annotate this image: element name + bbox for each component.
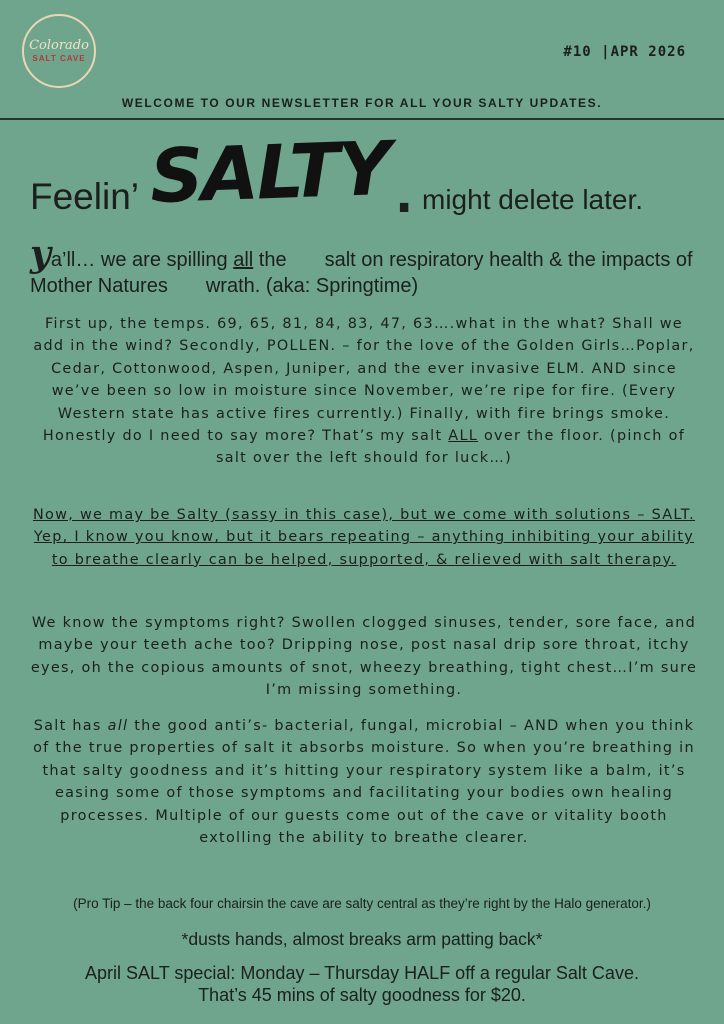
dusts-hands-line: *dusts hands, almost breaks arm patting back* bbox=[181, 929, 543, 949]
issue-label: #10 |APR 2026 bbox=[563, 44, 686, 60]
headline-salty: SALTY bbox=[148, 125, 391, 221]
solutions-paragraph: Now, we may be Salty (sassy in this case), but we come with solutions – SALT. Yep, I know you know, but it bears repeating – anything inhibiting your ability to breathe clearly can be helped, supported, & relieved with salt therapy. bbox=[32, 507, 696, 568]
tagline-part3: salt on respiratory health & the impacts of Mother Natures bbox=[30, 249, 693, 297]
salt-text-b: the good anti’s- bacterial, fungal, microbial – AND when you think of the true properties of salt it absorbs moisture. So when you’re breathing in that salty goodness and it’s hitting your respiratory system like a balm, it’s easing some of those symptoms and facilitating your bodies own healing processes. Multiple of our guests come out of the cave or vitality booth extolling the ability to breathe clearer. bbox=[33, 718, 695, 847]
tagline-part2: the bbox=[253, 249, 287, 271]
salt-all-emphasis: all bbox=[107, 718, 129, 734]
salt-properties-paragraph bbox=[28, 715, 700, 849]
april-special bbox=[0, 962, 724, 1006]
special-line-1: April SALT special: Monday – Thursday HALF off a regular Salt Cave. bbox=[85, 963, 639, 983]
salt-text-a: Salt has bbox=[33, 718, 108, 734]
logo bbox=[22, 14, 96, 88]
pro-tip: (Pro Tip – the back four chairsin the cave are salty central as they’re right by the Halo generator.) bbox=[73, 896, 651, 911]
headline-left: Feelin’ bbox=[30, 176, 139, 217]
headline bbox=[0, 125, 724, 240]
temps-text-b: over the floor. (pinch of salt over the left should for luck…) bbox=[215, 428, 686, 467]
temps-all-emphasis: ALL bbox=[448, 428, 479, 445]
welcome-banner: WELCOME TO OUR NEWSLETTER FOR ALL YOUR SALTY UPDATES. bbox=[121, 96, 603, 110]
tagline bbox=[30, 233, 704, 299]
temps-paragraph bbox=[28, 313, 700, 470]
tagline-part4: wrath. (aka: Springtime) bbox=[205, 275, 419, 297]
logo-sub-text: SALT CAVE bbox=[32, 54, 86, 63]
symptoms-paragraph: We know the symptoms right? Swollen clogged sinuses, tender, sore face, and maybe your teeth ache too? Dripping nose, post nasal drip sore throat, itchy eyes, oh the copious amounts of snot, wheezy breathing, tight chest…I’m sure I’m missing something. bbox=[30, 615, 698, 699]
temps-text-a: First up, the temps. 69, 65, 81, 84, 83, 47, 63….what in the what? Shall we add in the wind? Secondly, POLLEN. – for the love of the Golden Girls…Poplar, Cedar, Cottonwood, Aspen, Juniper, and the ever invasive ELM. AND since we’ve been so low in moisture since November, we’re ripe for fire. (Every Western state has active fires currently.) Finally, with fire brings smoke. Honestly do I need to say more? That’s my salt bbox=[33, 316, 695, 445]
tagline-emphasis: all bbox=[233, 249, 254, 271]
special-line-2: That’s 45 mins of salty goodness for $20. bbox=[198, 985, 526, 1005]
headline-dot: . bbox=[395, 168, 414, 224]
tagline-initial: y bbox=[30, 233, 51, 275]
headline-right: might delete later. bbox=[422, 184, 644, 215]
logo-script-text: Colorado bbox=[29, 38, 89, 53]
header-divider bbox=[0, 118, 724, 120]
tagline-part1: a’ll… we are spilling bbox=[50, 249, 234, 271]
